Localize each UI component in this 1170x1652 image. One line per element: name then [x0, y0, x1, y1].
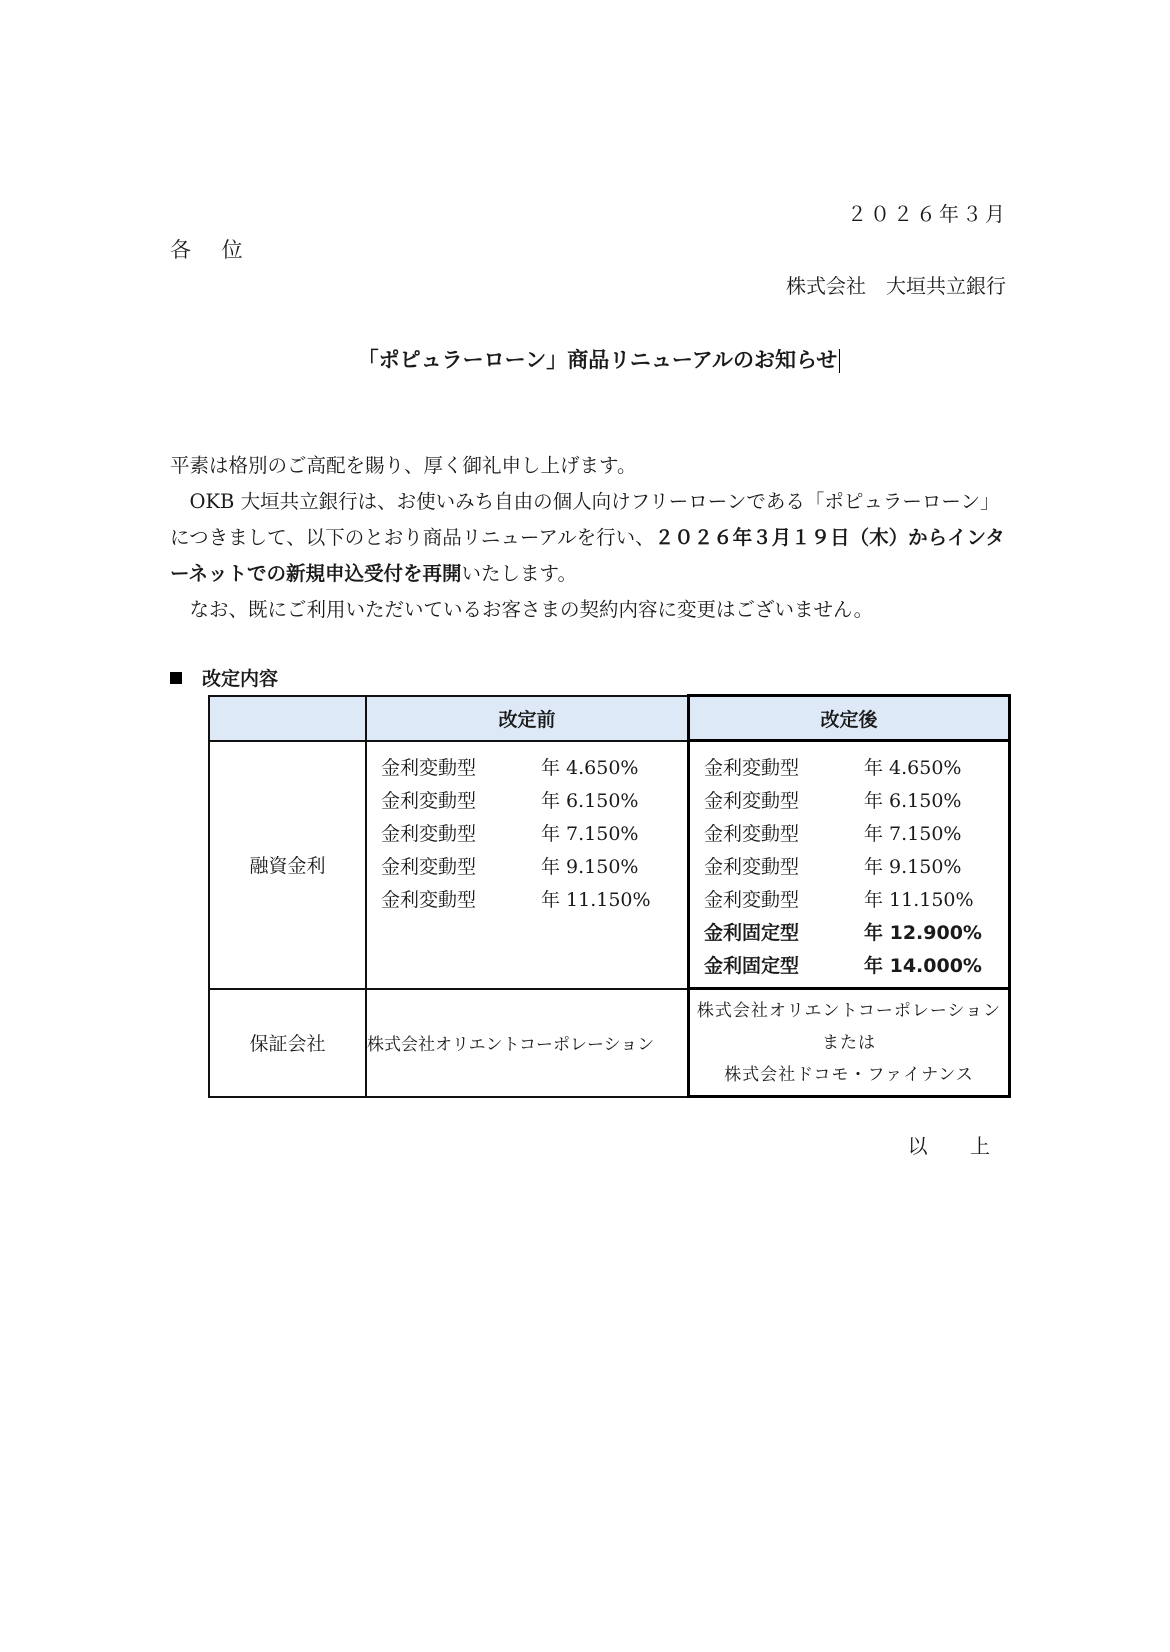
announcement-text-b: いたします。 [461, 562, 577, 585]
rate-type: 金利変動型 [704, 856, 800, 878]
revision-table [208, 694, 1011, 1098]
table-row [209, 741, 1010, 989]
rate-value: 年 11.150% [864, 889, 974, 911]
rate-type: 金利変動型 [704, 823, 800, 845]
guarantor-after [689, 989, 1010, 1097]
rate-type: 金利固定型 [704, 955, 800, 977]
issuer-company: 株式会社 大垣共立銀行 [786, 274, 1006, 298]
document-title [14, 344, 1170, 374]
text-cursor [839, 349, 840, 373]
before-rates-list [367, 742, 687, 921]
greeting-paragraph: 平素は格別のご高配を賜り、厚く御礼申し上げます。 [170, 454, 637, 477]
rate-line [704, 851, 1008, 884]
rate-value: 年 7.150% [541, 822, 639, 845]
rate-value: 年 11.150% [541, 888, 651, 911]
table-row [209, 989, 1010, 1097]
rate-type: 金利変動型 [704, 757, 800, 779]
rate-value: 年 12.900% [864, 922, 982, 944]
rate-line [704, 884, 1008, 917]
body-text [170, 448, 1010, 628]
rate-line [381, 818, 687, 851]
section-heading [170, 664, 278, 691]
rate-line [381, 851, 687, 884]
rate-type: 金利変動型 [381, 756, 477, 779]
rate-type: 金利変動型 [704, 790, 800, 812]
rate-value: 年 9.150% [864, 856, 962, 878]
rate-line [381, 785, 687, 818]
rate-type: 金利変動型 [704, 889, 800, 911]
rate-value: 年 6.150% [864, 790, 962, 812]
rate-type: 金利固定型 [704, 922, 800, 944]
rate-value: 年 6.150% [541, 789, 639, 812]
guarantor-after-line: 株式会社ドコモ・ファイナンス [724, 1064, 974, 1085]
rate-line [704, 752, 1008, 785]
rate-line [381, 884, 687, 917]
rate-line [704, 785, 1008, 818]
rate-row-label: 融資金利 [209, 741, 366, 989]
guarantor-after-line: または [822, 1032, 876, 1053]
addressee: 各 位 [170, 238, 255, 262]
after-rates-cell [689, 741, 1010, 989]
announcement-paragraph [170, 484, 1010, 592]
rate-line [704, 917, 1008, 950]
document-date: ２０２６年３月 [847, 202, 1008, 226]
note-paragraph: なお、既にご利用いただいているお客さまの契約内容に変更はございません。 [170, 598, 874, 621]
header-after: 改定後 [689, 696, 1010, 741]
header-blank [209, 696, 366, 741]
after-rates-list [690, 742, 1008, 987]
rate-value: 年 14.000% [864, 955, 982, 977]
guarantor-row-label: 保証会社 [209, 989, 366, 1097]
rate-value: 年 4.650% [864, 757, 962, 779]
square-bullet-icon [170, 672, 182, 684]
document-title-text: 「ポピュラーローン」商品リニューアルのお知らせ [357, 348, 838, 372]
rate-line [704, 950, 1008, 983]
rate-value: 年 4.650% [541, 756, 639, 779]
announcement-highlight: ２０２６年３月１９日（木）からインターネットでの新規申込受付を再開 [170, 526, 1005, 585]
closing-mark: 以 上 [907, 1134, 1008, 1158]
guarantor-before: 株式会社オリエントコーポレーション [366, 989, 689, 1097]
rate-value: 年 7.150% [864, 823, 962, 845]
rate-type: 金利変動型 [381, 855, 477, 878]
rate-value: 年 9.150% [541, 855, 639, 878]
rate-type: 金利変動型 [381, 789, 477, 812]
rate-type: 金利変動型 [381, 822, 477, 845]
rate-line [381, 752, 687, 785]
guarantor-after-line: 株式会社オリエントコーポレーション [696, 1000, 1002, 1021]
before-rates-cell [366, 741, 689, 989]
rate-line [704, 818, 1008, 851]
announcement-text-a: OKB 大垣共立銀行は、お使いみち自由の個人向けフリーローンである「ポピュラーローン」につきまして、以下のとおり商品リニューアルを行い、 [170, 490, 1000, 549]
header-before: 改定前 [366, 696, 689, 741]
rate-type: 金利変動型 [381, 888, 477, 911]
table-header-row [209, 696, 1010, 741]
section-heading-text: 改定内容 [202, 668, 279, 690]
